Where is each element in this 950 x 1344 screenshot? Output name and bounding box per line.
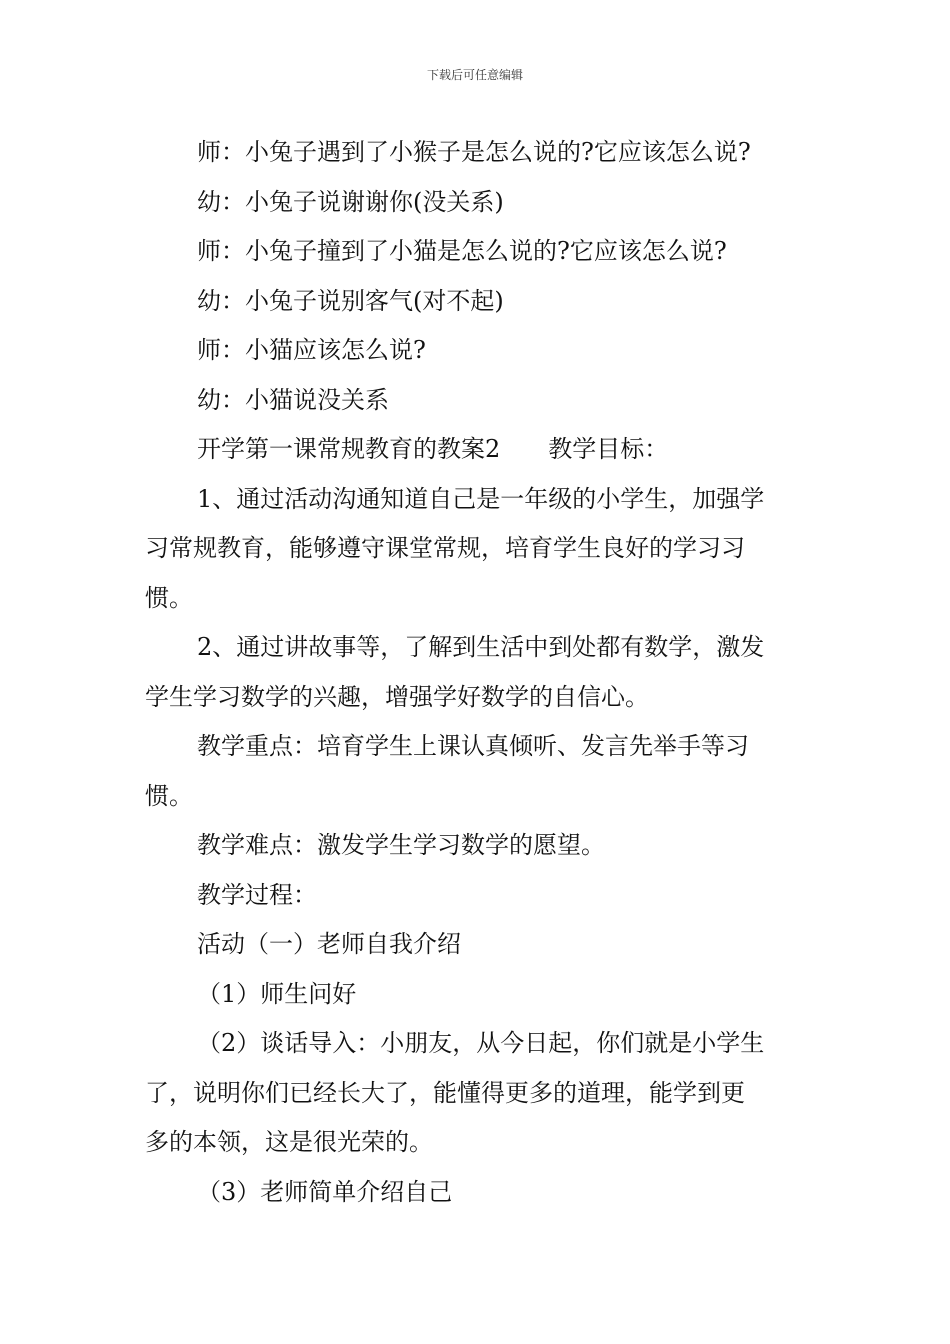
teaching-objectives-heading: 教学目标： bbox=[548, 435, 669, 463]
step-1: （1）师生问好 bbox=[197, 979, 357, 1008]
lesson-title: 开学第一课常规教育的教案2 bbox=[197, 435, 501, 463]
key-point-line-1: 教学重点：培育学生上课认真倾听、发言先举手等习 bbox=[197, 732, 749, 760]
document-body bbox=[145, 128, 810, 1217]
key-point-line-2: 惯。 bbox=[145, 781, 193, 810]
step-3: （3）老师简单介绍自己 bbox=[197, 1177, 453, 1206]
dialogue-line-2: 幼：小兔子说谢谢你(没关系) bbox=[197, 187, 504, 216]
activity-1-heading: 活动（一）老师自我介绍 bbox=[197, 930, 461, 958]
objective-2-line-2: 学生学习数学的兴趣，增强学好数学的自信心。 bbox=[145, 682, 649, 711]
dialogue-line-6: 幼：小猫说没关系 bbox=[197, 385, 389, 414]
dialogue-line-3: 师：小兔子撞到了小猫是怎么说的?它应该怎么说? bbox=[197, 237, 727, 265]
step-2-line-3: 多的本领，这是很光荣的。 bbox=[145, 1128, 433, 1156]
dialogue-line-1: 师：小兔子遇到了小猴子是怎么说的?它应该怎么说? bbox=[197, 138, 751, 166]
step-2-line-1: （2）谈话导入：小朋友，从今日起，你们就是小学生 bbox=[197, 1029, 765, 1057]
dialogue-line-4: 幼：小兔子说别客气(对不起) bbox=[197, 286, 504, 315]
objective-1-line-2: 习常规教育，能够遵守课堂常规，培育学生良好的学习习 bbox=[145, 534, 745, 562]
difficulty-line: 教学难点：激发学生学习数学的愿望。 bbox=[197, 831, 605, 859]
lesson-title-line bbox=[145, 425, 810, 475]
dialogue-line-5: 师：小猫应该怎么说? bbox=[197, 336, 426, 364]
step-2-line-2: 了，说明你们已经长大了，能懂得更多的道理，能学到更 bbox=[145, 1078, 745, 1107]
process-heading: 教学过程： bbox=[197, 880, 317, 909]
page-header: 下载后可任意编辑 bbox=[426, 68, 523, 82]
objective-2-line-1: 2、通过讲故事等，了解到生活中到处都有数学，激发 bbox=[197, 633, 765, 661]
objective-1-line-1: 1、通过活动沟通知道自己是一年级的小学生，加强学 bbox=[197, 484, 765, 513]
objective-1-line-3: 惯。 bbox=[145, 583, 193, 612]
